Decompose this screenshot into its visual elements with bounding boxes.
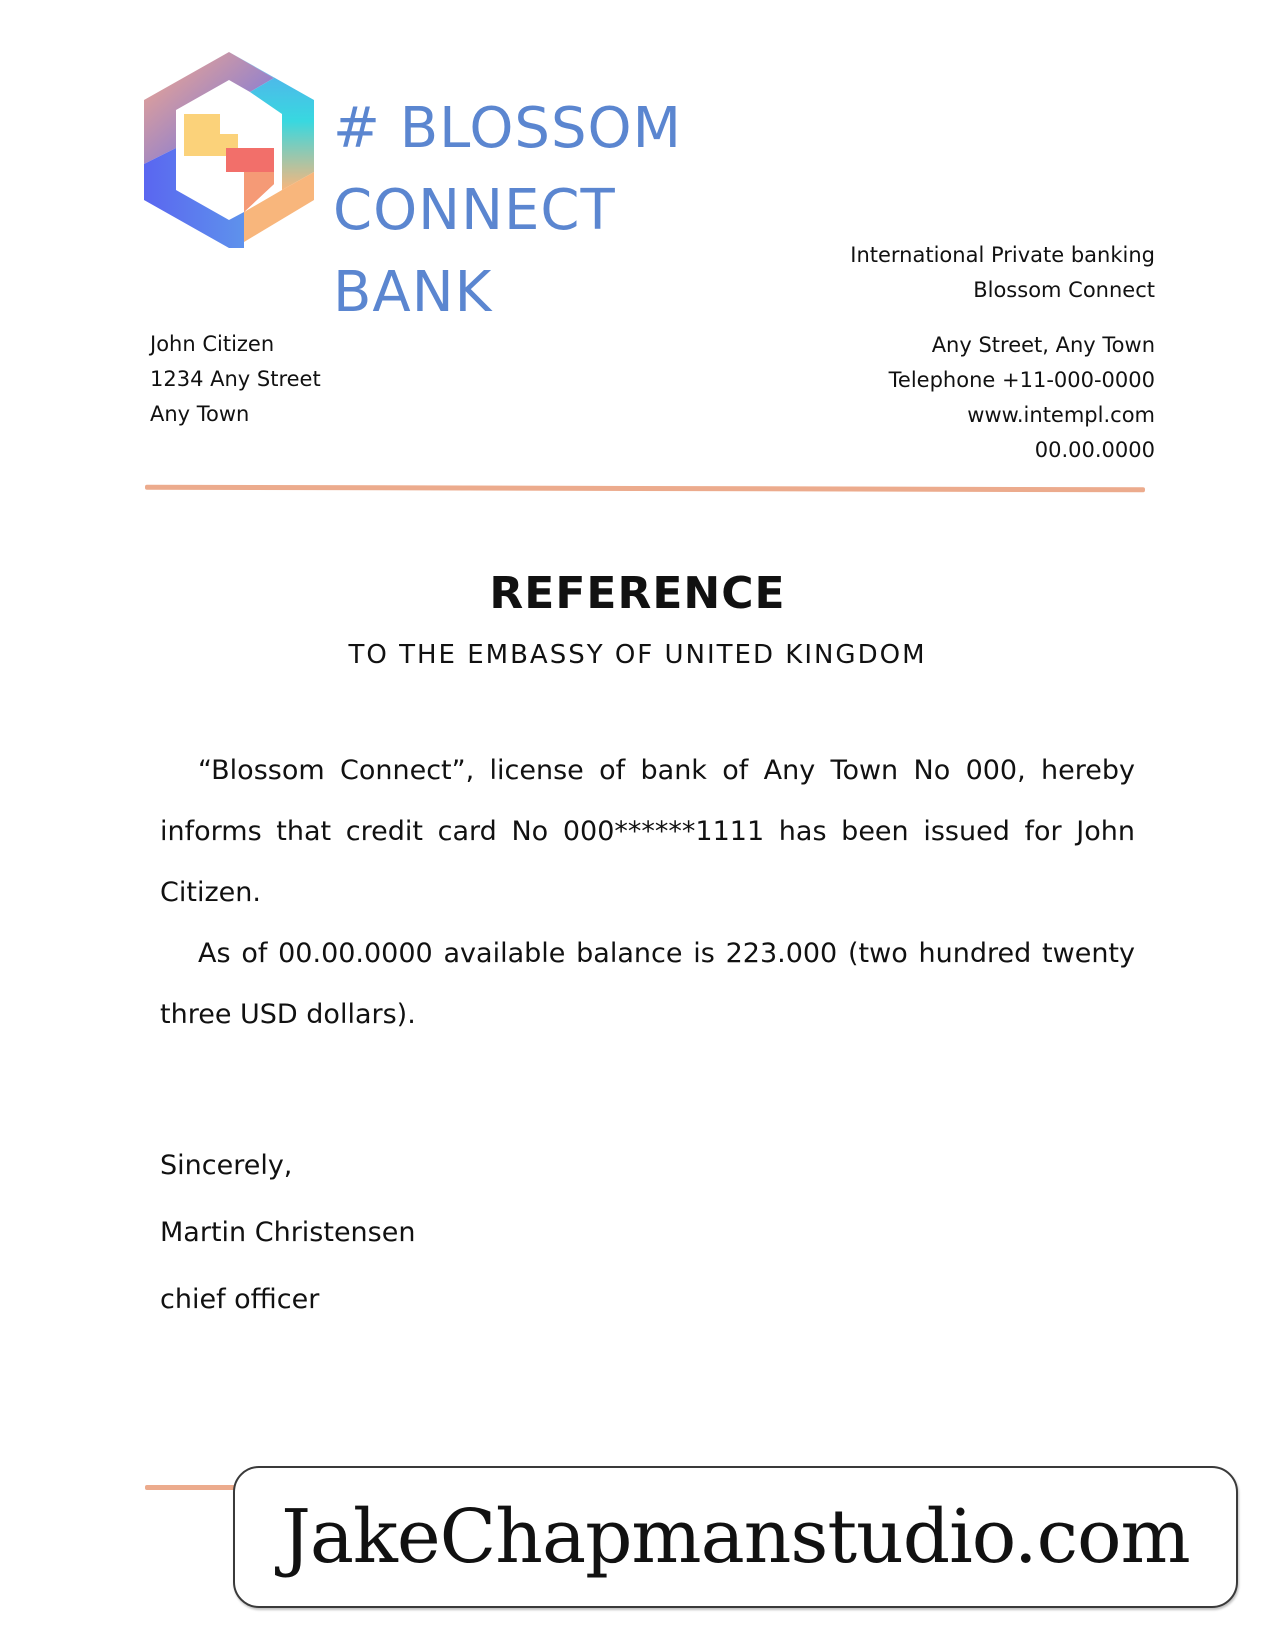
bank-telephone: Telephone +11-000-0000 [888, 368, 1155, 392]
recipient-street: 1234 Any Street [150, 367, 321, 391]
bank-division: International Private banking [850, 243, 1155, 267]
bank-website: www.intempl.com [967, 403, 1155, 427]
header-divider [145, 485, 1145, 493]
closing-salutation: Sincerely, [160, 1150, 293, 1181]
bank-address: Any Street, Any Town [931, 333, 1155, 357]
document-subtitle: TO THE EMBASSY OF UNITED KINGDOM [348, 640, 927, 670]
signer-title: chief officer [160, 1284, 320, 1315]
signer-name: Martin Christensen [160, 1217, 416, 1248]
watermark-banner [233, 1466, 1238, 1608]
letter-closing [160, 1132, 415, 1333]
body-paragraph-1: “Blossom Connect”, license of bank of Any Town No 000, hereby informs that credit card No 000******1111 has been issued for John Citizen. [160, 755, 1135, 908]
bank-short-name: Blossom Connect [973, 278, 1155, 302]
document-title: REFERENCE [489, 568, 786, 619]
bank-name-line-2: CONNECT [333, 178, 616, 243]
letter-body [160, 740, 1135, 1045]
bank-contact-block [850, 238, 1155, 468]
recipient-name: John Citizen [150, 332, 275, 356]
body-paragraph-2: As of 00.00.0000 available balance is 223.000 (two hundred twenty three USD dollars). [160, 938, 1135, 1030]
watermark-text: JakeChapmanstudio.com [281, 1494, 1190, 1580]
hexagon-logo-icon [144, 52, 314, 248]
recipient-address-block [150, 327, 321, 432]
bank-name [333, 88, 682, 334]
recipient-town: Any Town [150, 402, 250, 426]
letter-date: 00.00.0000 [1034, 438, 1155, 462]
bank-name-line-3: BANK [333, 260, 493, 325]
bank-name-line-1: # BLOSSOM [333, 96, 682, 161]
footer-divider [145, 1485, 245, 1490]
